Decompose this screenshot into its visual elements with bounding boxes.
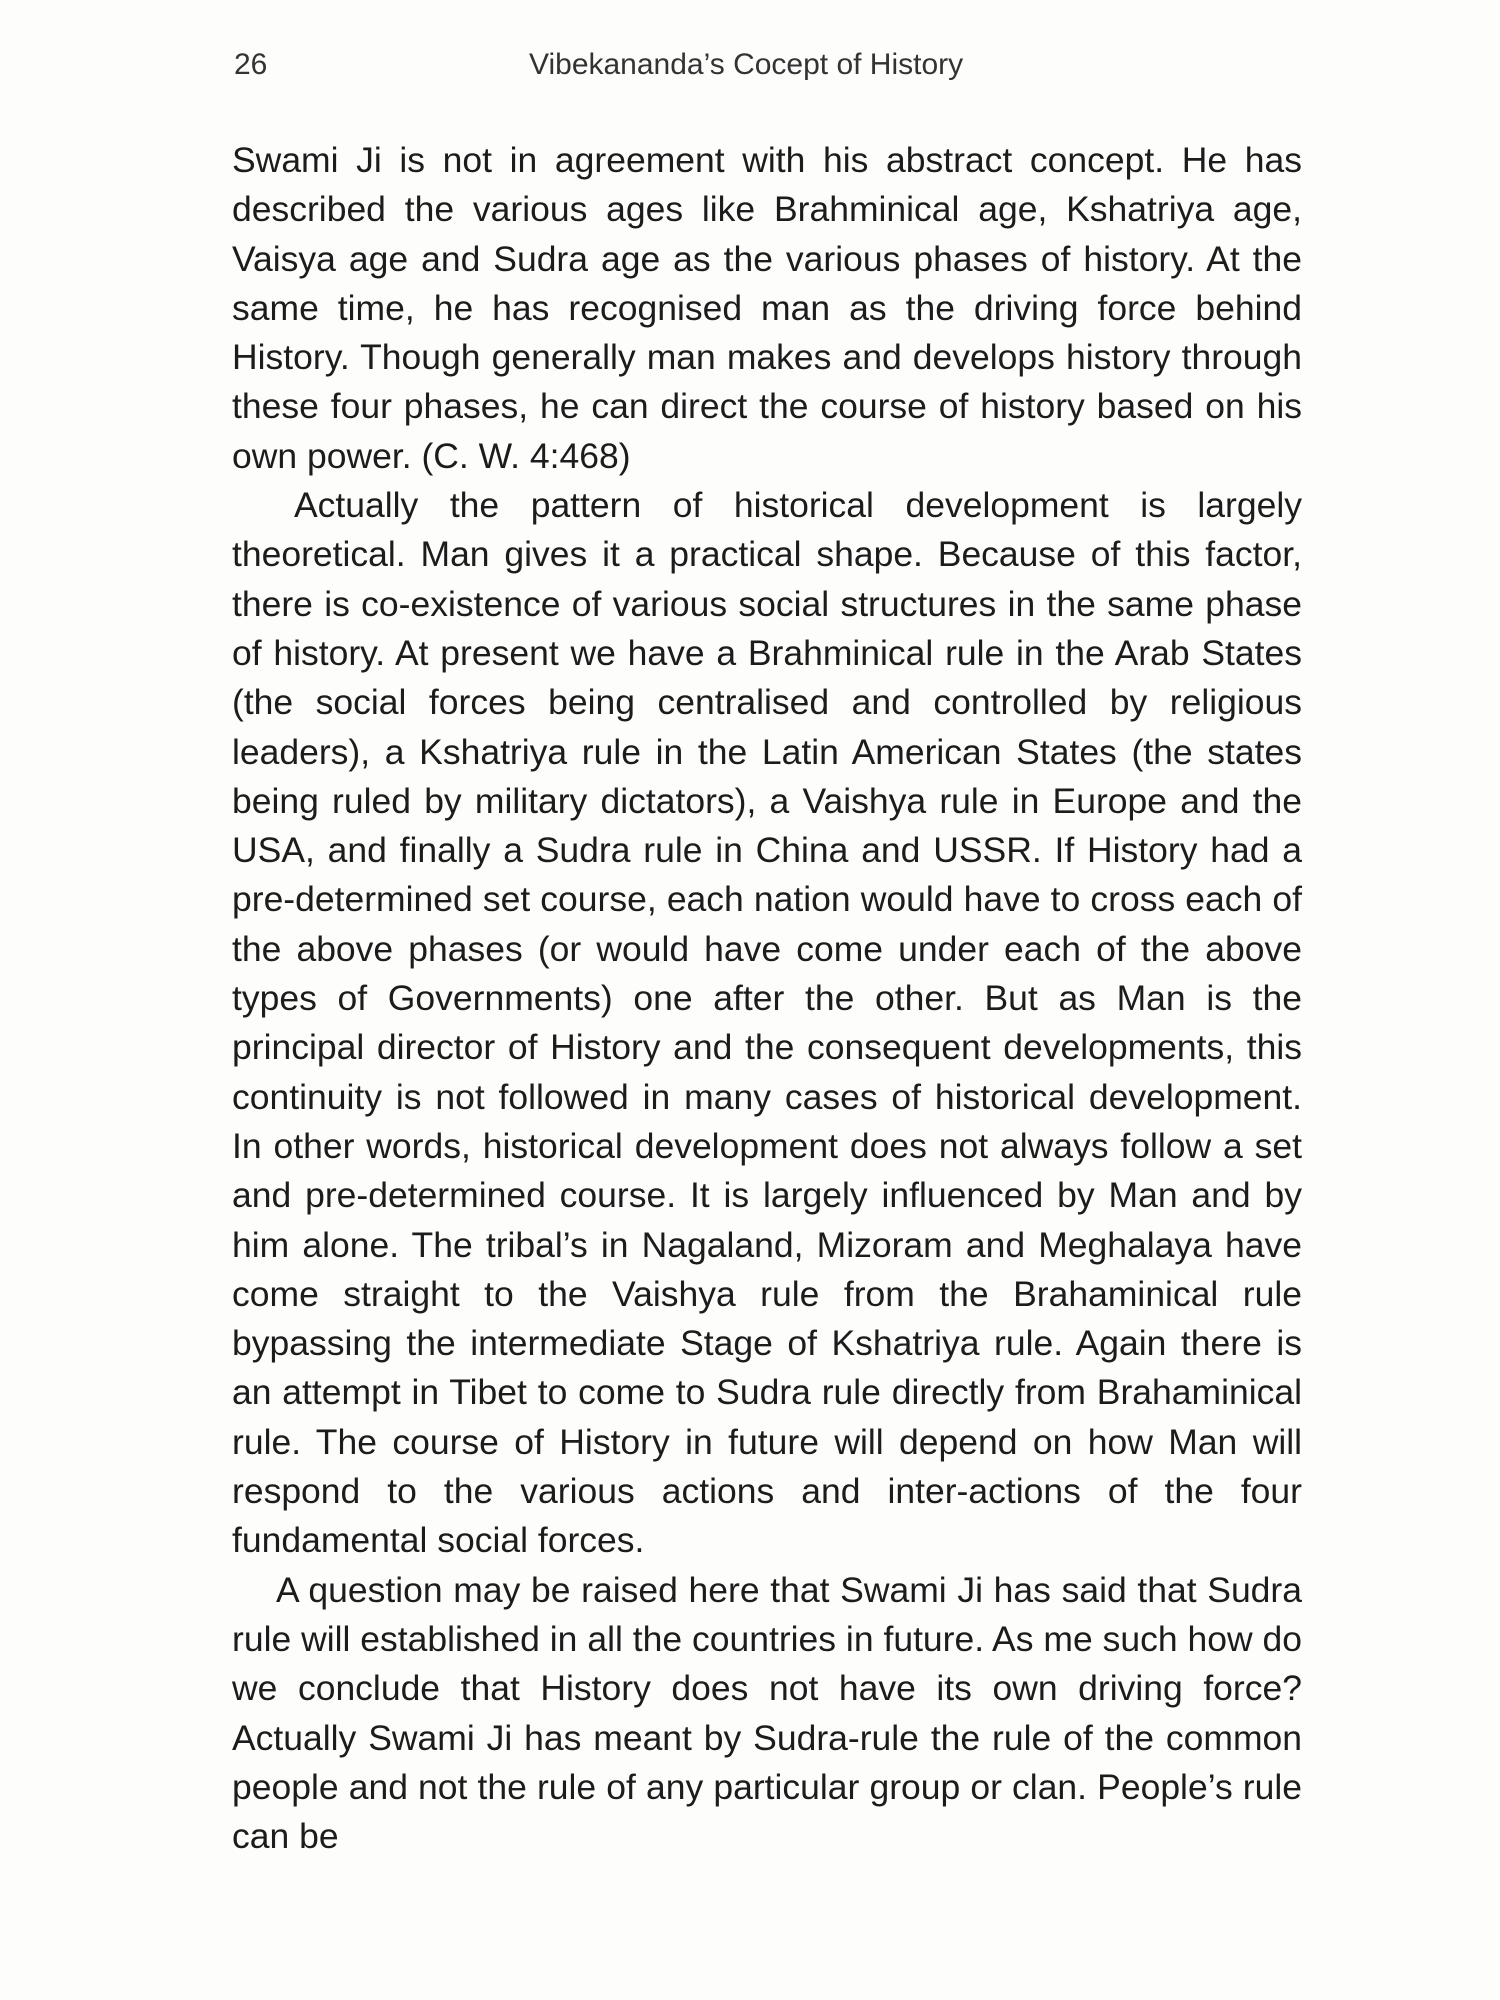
paragraph-1: Swami Ji is not in agreement with his abstract concept. He has described the various ages like Brahminical age, Kshatriya age, Vaisya age and Sudra age as the various phases of history. At the same time, he has recognised man as the driving force behind History. Though generally man makes and develops history through these four phases, he can direct the course of history based on his own power. (C. W. 4:468) — [232, 140, 1302, 476]
running-title: Vibekananda’s Cocept of History — [529, 48, 964, 81]
paragraph-3: A question may be raised here that Swami Ji has said that Sudra rule will established in all the countries in future. As me such how do we conclude that History does not have its own driving force? Actually Swami Ji has meant by Sudra-rule the rule of the common people and not the rule of any particular group or clan. People’s rule can be — [232, 1569, 1302, 1857]
page-number: 26 — [234, 48, 268, 81]
body-text — [232, 136, 1302, 1861]
running-header — [234, 48, 1268, 98]
paragraph-2: Actually the pattern of historical development is largely theoretical. Man gives it a practical shape. Because of this factor, there is co-existence of various social structures in the same phase of history. At present we have a Brahminical rule in the Arab States (the social forces being centralised and controlled by religious leaders), a Kshatriya rule in the Latin American States (the states being ruled by military dictators), a Vaishya rule in Europe and the USA, and finally a Sudra rule in China and USSR. If History had a pre-determined set course, each nation would have to cross each of the above phases (or would have come under each of the above types of Governments) one after the other. But as Man is the principal director of History and the consequent developments, this continuity is not followed in many cases of historical development. In other words, historical development does not always follow a set and pre-determined course. It is largely influenced by Man and by him alone. The tribal’s in Nagaland, Mizoram and Meghalaya have come straight to the Vaishya rule from the Brahaminical rule bypassing the intermediate Stage of Kshatriya rule. Again there is an attempt in Tibet to come to Sudra rule directly from Brahaminical rule. The course of History in future will depend on how Man will respond to the various actions and inter-actions of the four fundamental social forces. — [232, 485, 1302, 1561]
